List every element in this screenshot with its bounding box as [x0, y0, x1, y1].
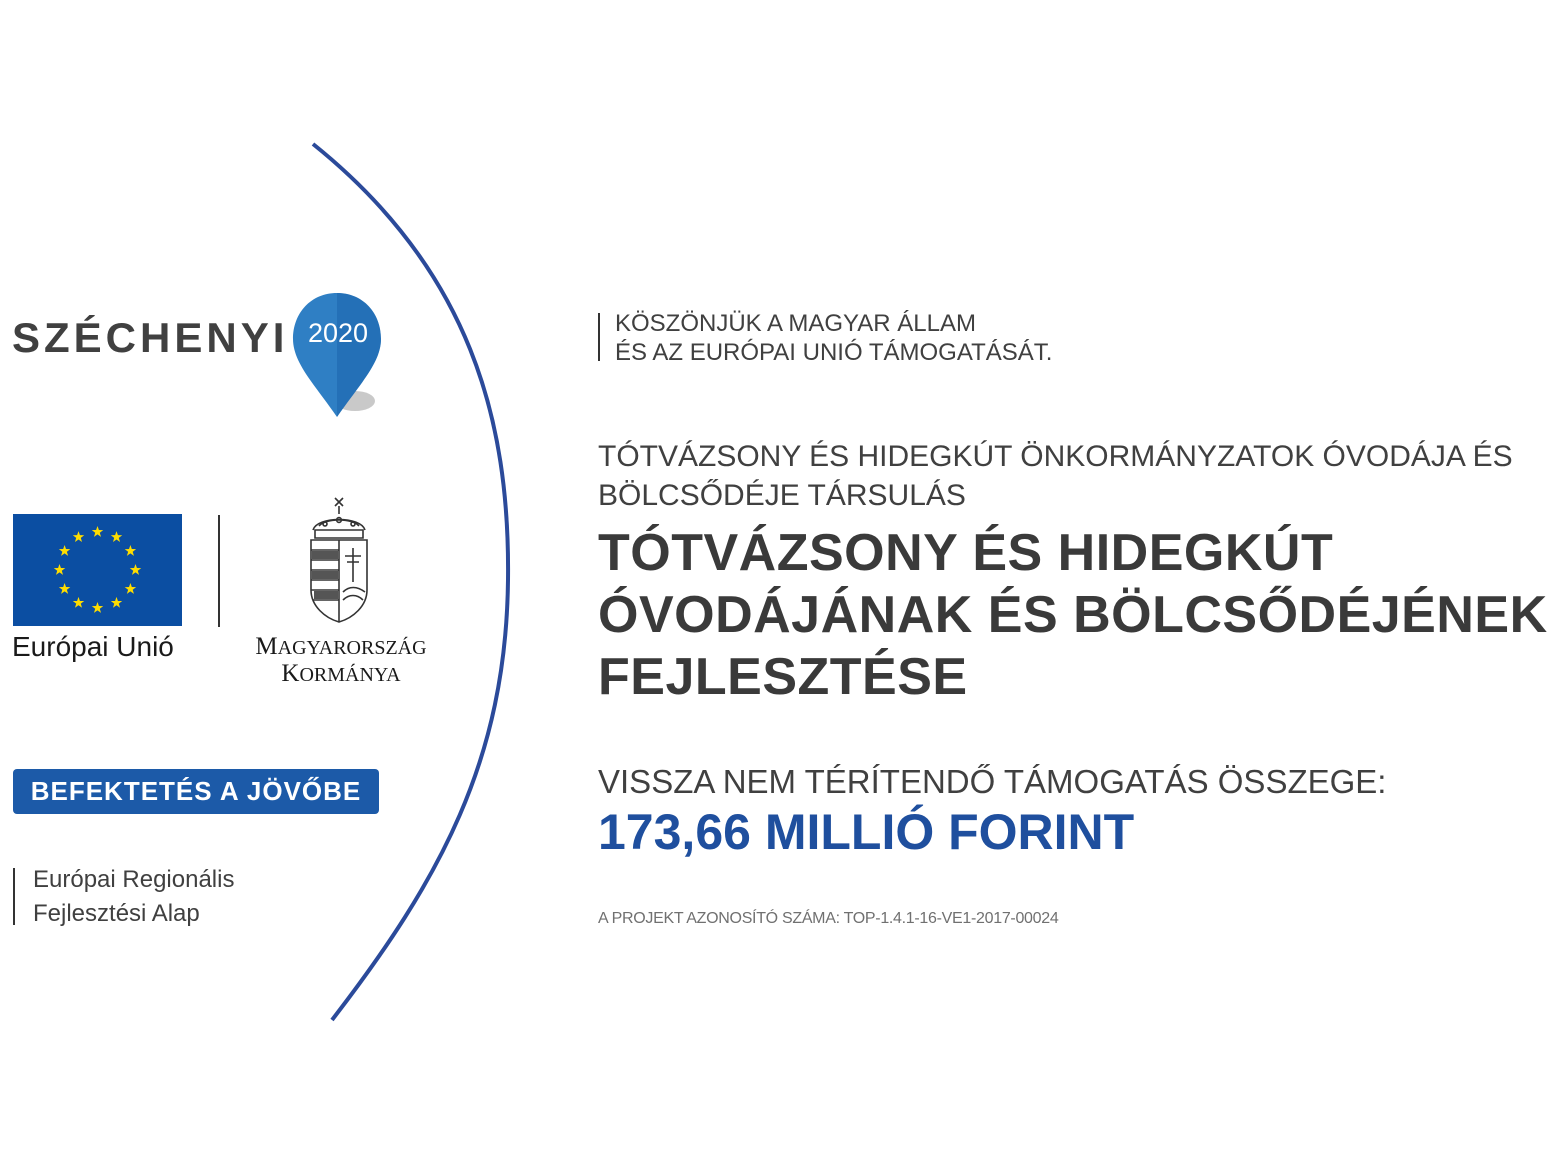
szechenyi-year: 2020 — [307, 318, 369, 348]
coat-of-arms-icon — [305, 496, 373, 624]
szechenyi-logo-text: SZÉCHENYI — [12, 314, 289, 361]
government-name-line2: KORMÁNYA — [281, 660, 401, 687]
eu-label: Európai Unió — [12, 631, 174, 662]
project-title-line2: ÓVODÁJÁNAK ÉS BÖLCSŐDÉJÉNEK — [598, 586, 1548, 644]
support-amount-value: 173,66 MILLIÓ FORINT — [598, 804, 1135, 860]
fund-divider — [13, 868, 15, 925]
logo-divider — [218, 515, 220, 627]
project-title-line1: TÓTVÁZSONY ÉS HIDEGKÚT — [598, 524, 1334, 582]
fund-name-line1: Európai Regionális — [33, 866, 235, 893]
eu-flag-icon — [13, 514, 182, 626]
project-title-line3: FEJLESZTÉSE — [598, 648, 968, 706]
thanks-divider — [598, 313, 600, 361]
support-amount-label: VISSZA NEM TÉRÍTENDŐ TÁMOGATÁS ÖSSZEGE: — [598, 763, 1387, 800]
fund-name-line2: Fejlesztési Alap — [33, 900, 200, 927]
project-id: A PROJEKT AZONOSÍTÓ SZÁMA: TOP-1.4.1-16-VE1-2017-00024 — [598, 910, 1059, 927]
invest-in-future-badge: BEFEKTETÉS A JÖVŐBE — [13, 769, 379, 814]
government-name-line1: MAGYARORSZÁG — [255, 633, 427, 660]
location-pin-icon — [287, 289, 387, 421]
beneficiary-line1: TÓTVÁZSONY ÉS HIDEGKÚT ÖNKORMÁNYZATOK ÓVODÁJA ÉS — [598, 440, 1513, 473]
thanks-line1: KÖSZÖNJÜK A MAGYAR ÁLLAM — [615, 310, 976, 337]
beneficiary-line2: BÖLCSŐDÉJE TÁRSULÁS — [598, 479, 966, 512]
thanks-line2: ÉS AZ EURÓPAI UNIÓ TÁMOGATÁSÁT. — [615, 339, 1053, 366]
